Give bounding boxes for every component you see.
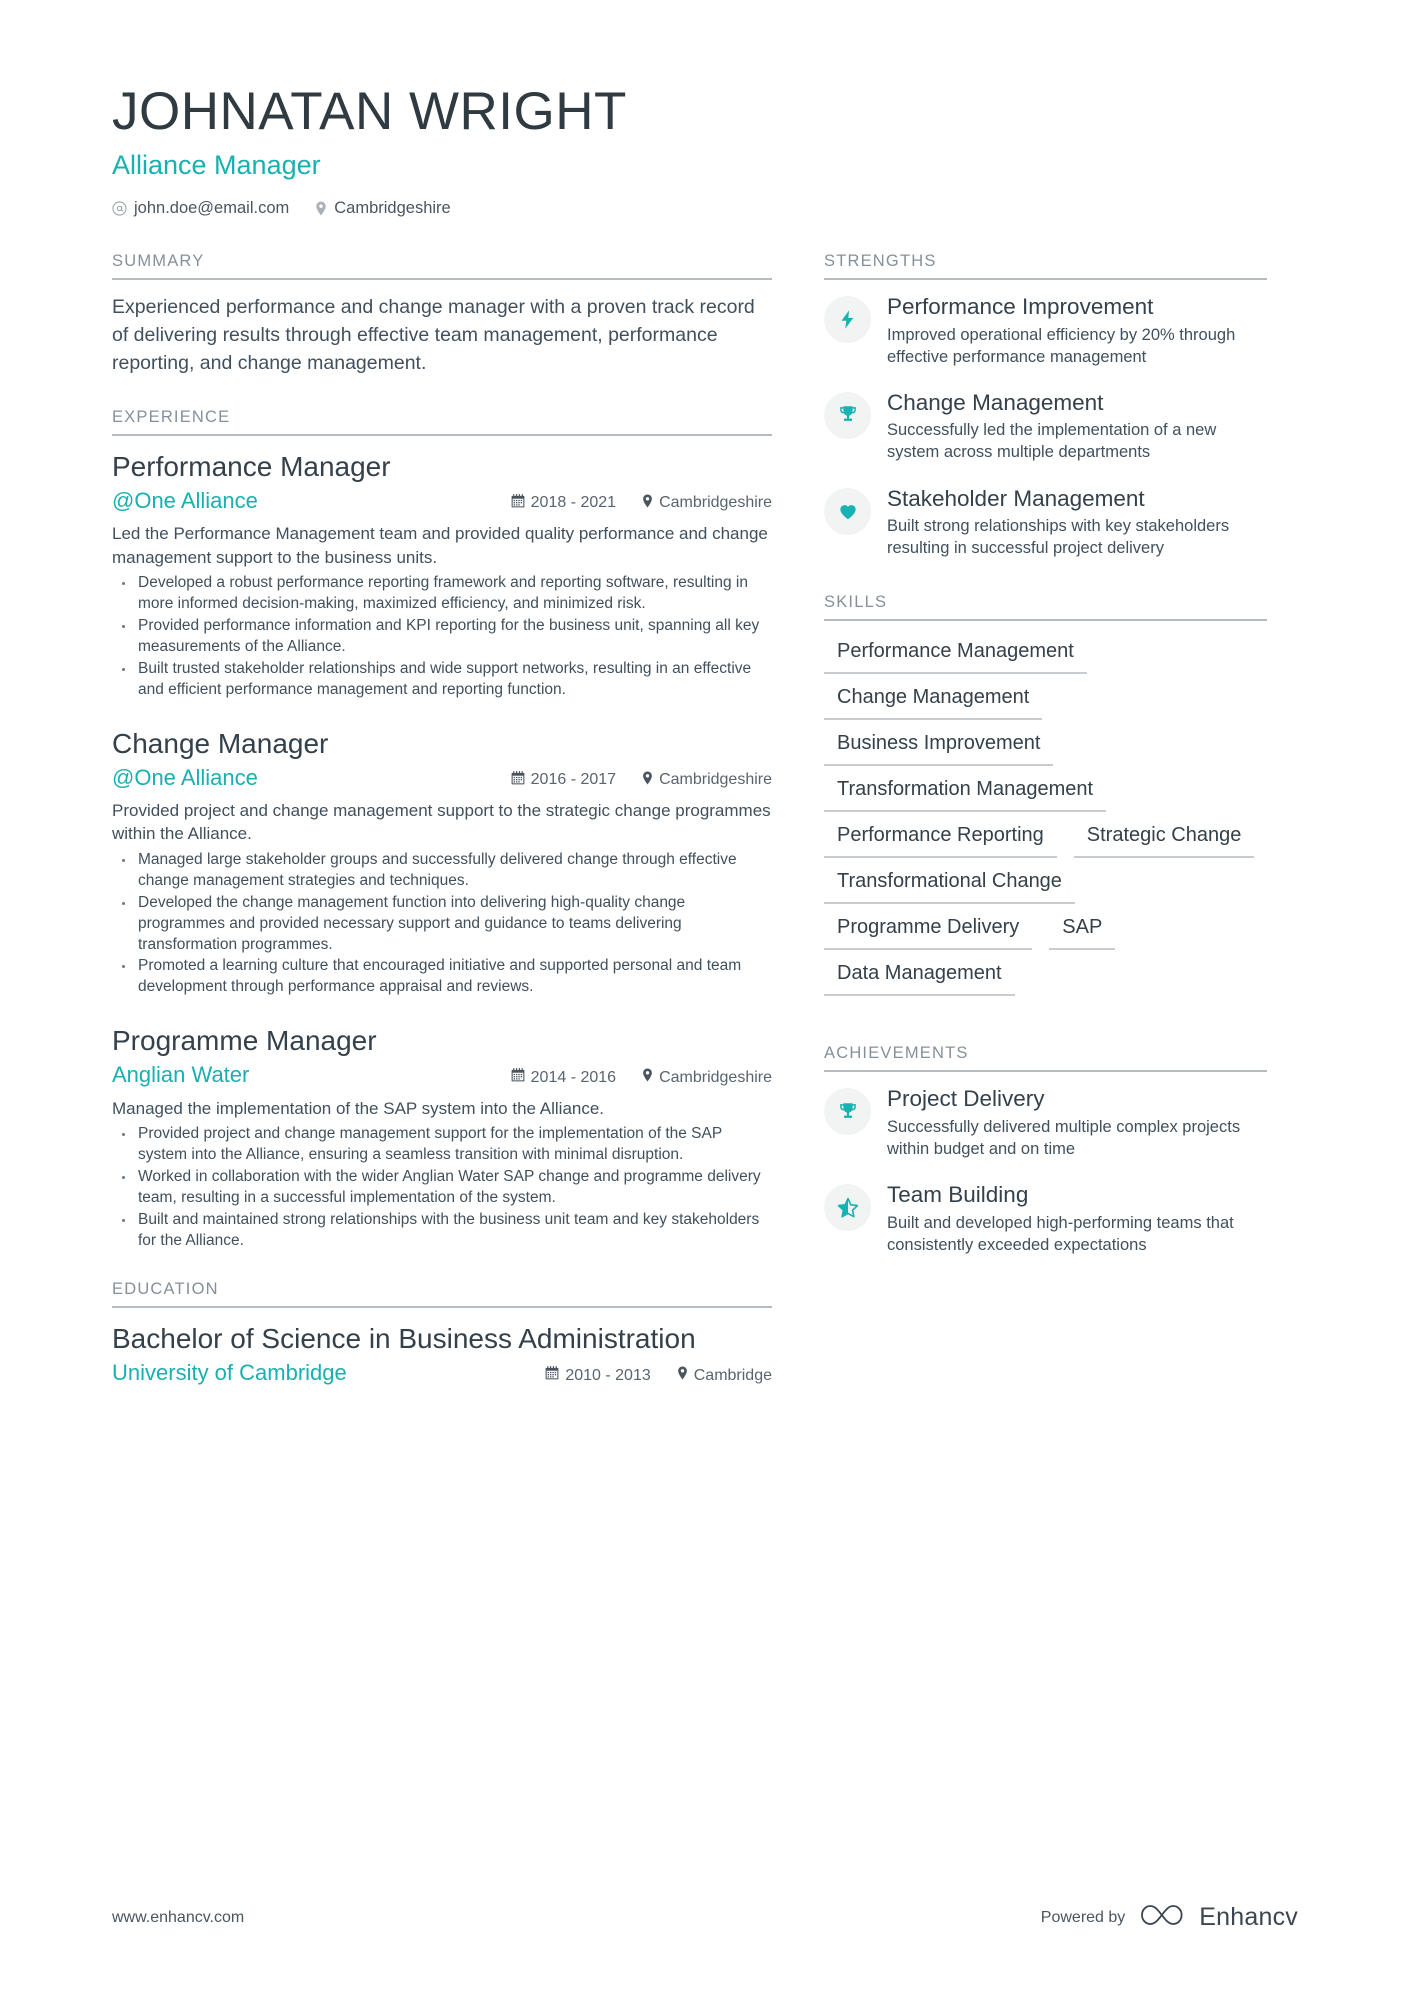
achievement-title: Project Delivery — [887, 1086, 1045, 1112]
experience-dates — [511, 494, 616, 513]
achievement-item — [824, 1182, 1267, 1256]
experience-dates — [511, 771, 616, 790]
page-title: JOHNATAN WRIGHT — [112, 82, 627, 141]
section-title-strengths: STRENGTHS — [824, 252, 1267, 280]
experience-location — [642, 771, 772, 790]
experience-item — [112, 727, 772, 999]
experience-bullets — [112, 850, 772, 998]
summary-text: Experienced performance and change manager with a proven track record of delivering results through effective team management, performance reporting, and change management. — [112, 296, 755, 374]
experience-meta — [112, 765, 772, 791]
right-column — [824, 252, 1267, 1397]
experience-role: Programme Manager — [112, 1025, 377, 1057]
education-dates — [545, 1366, 650, 1385]
contact-location-text: Cambridgeshire — [334, 199, 451, 218]
skill-chip[interactable]: Business Improvement — [824, 727, 1053, 766]
section-title-education: EDUCATION — [112, 1280, 772, 1308]
list-item: Provided project and change management support for the implementation of the SAP system into the Alliance, ensuring a seamless transition with minimal disruption. — [112, 1124, 772, 1166]
footer-brand — [1041, 1902, 1298, 1933]
achievement-description: Built and developed high-performing teams that consistently exceeded expectations — [887, 1213, 1234, 1254]
skill-chip[interactable]: SAP — [1049, 911, 1115, 950]
achievement-body — [887, 1086, 1267, 1160]
footer-url[interactable]: www.enhancv.com — [112, 1908, 245, 1926]
strength-title: Change Management — [887, 389, 1104, 415]
map-pin-icon — [642, 771, 653, 790]
skills-list — [824, 635, 1267, 996]
list-item: Built trusted stakeholder relationships and wide support networks, resulting in an effective and efficient performance management and reporting function. — [112, 659, 772, 701]
strength-title: Performance Improvement — [887, 294, 1154, 320]
calendar-icon — [545, 1366, 559, 1385]
section-experience — [112, 408, 772, 1252]
experience-role: Change Manager — [112, 727, 329, 759]
section-title-achievements: ACHIEVEMENTS — [824, 1044, 1267, 1072]
contact-row — [112, 199, 1298, 218]
experience-item — [112, 1024, 772, 1251]
left-column — [112, 252, 772, 1397]
list-item: Developed the change management function into delivering high-quality change programmes and provided necessary support and guidance to teams delivering transformation programmes. — [112, 893, 772, 956]
experience-description: Managed the implementation of the SAP system into the Alliance. — [112, 1098, 605, 1118]
experience-bullets — [112, 573, 772, 701]
experience-description: Led the Performance Management team and provided quality performance and change management support to the business units. — [112, 524, 768, 567]
resume-footer — [112, 1902, 1298, 1933]
section-strengths — [824, 252, 1267, 559]
skill-chip[interactable]: Transformational Change — [824, 865, 1075, 904]
list-item: Provided performance information and KPI reporting for the business unit, spanning all key measurements of the Alliance. — [112, 616, 772, 658]
experience-location — [642, 494, 772, 513]
skill-chip[interactable]: Transformation Management — [824, 773, 1106, 812]
strength-description: Built strong relationships with key stakeholders resulting in successful project delivery — [887, 517, 1230, 558]
skill-chip[interactable]: Change Management — [824, 681, 1042, 720]
calendar-icon — [511, 771, 525, 790]
experience-meta — [112, 488, 772, 514]
powered-by-label: Powered by — [1040, 1908, 1126, 1926]
strength-item — [824, 390, 1267, 464]
experience-dates — [511, 1068, 616, 1087]
strength-description: Improved operational efficiency by 20% through effective performance management — [887, 325, 1236, 366]
resume-body — [112, 252, 1298, 1397]
strength-body — [887, 486, 1267, 560]
experience-company[interactable]: Anglian Water — [112, 1062, 250, 1088]
contact-email[interactable] — [112, 199, 289, 218]
skill-chip[interactable]: Programme Delivery — [824, 911, 1032, 950]
experience-bullets — [112, 1124, 772, 1252]
achievement-item — [824, 1086, 1267, 1160]
skill-chip[interactable]: Performance Management — [824, 635, 1087, 674]
list-item: Developed a robust performance reporting framework and reporting software, resulting in more informed decision-making, maximized efficiency, and minimized risk. — [112, 573, 772, 615]
skill-chip[interactable]: Data Management — [824, 957, 1015, 996]
section-title-skills: SKILLS — [824, 593, 1267, 621]
education-dates-text: 2010 - 2013 — [565, 1366, 651, 1384]
calendar-icon — [511, 494, 525, 513]
experience-dates-text: 2018 - 2021 — [530, 494, 617, 512]
experience-role: Performance Manager — [112, 450, 391, 482]
list-item: Built and maintained strong relationships with the business unit team and key stakeholders for the Alliance. — [112, 1210, 772, 1252]
strength-title: Stakeholder Management — [887, 485, 1145, 511]
section-summary — [112, 252, 772, 378]
enhancv-logo-icon — [1139, 1902, 1185, 1933]
experience-dates-text: 2016 - 2017 — [530, 771, 617, 789]
map-pin-icon — [642, 1068, 653, 1087]
education-school[interactable]: University of Cambridge — [112, 1360, 347, 1386]
experience-company[interactable]: @One Alliance — [112, 487, 258, 513]
experience-company[interactable]: @One Alliance — [112, 764, 258, 790]
education-location — [677, 1366, 772, 1385]
map-pin-icon — [677, 1366, 688, 1385]
calendar-icon — [511, 1068, 525, 1087]
trophy-icon — [824, 1088, 871, 1135]
list-item: Managed large stakeholder groups and successfully delivered change through effective change management strategies and techniques. — [112, 850, 772, 892]
education-degree: Bachelor of Science in Business Administration — [112, 1322, 696, 1354]
strength-body — [887, 294, 1267, 368]
map-pin-icon — [642, 494, 653, 513]
strength-item — [824, 486, 1267, 560]
resume-header — [112, 0, 1298, 218]
achievement-body — [887, 1182, 1267, 1256]
section-achievements — [824, 1044, 1267, 1256]
strength-item — [824, 294, 1267, 368]
strength-description: Successfully led the implementation of a new system across multiple departments — [887, 421, 1217, 462]
education-meta — [112, 1360, 772, 1386]
at-sign-icon — [112, 201, 127, 216]
star-half-icon — [824, 1184, 871, 1231]
experience-meta — [112, 1062, 772, 1088]
experience-location-text: Cambridgeshire — [659, 1068, 772, 1086]
list-item: Worked in collaboration with the wider Anglian Water SAP change and programme delivery team, resulting in a successful implementation of the system. — [112, 1167, 772, 1209]
map-pin-icon — [315, 201, 327, 216]
experience-dates-text: 2014 - 2016 — [530, 1068, 617, 1086]
contact-location — [315, 199, 450, 218]
lightning-bolt-icon — [824, 296, 871, 343]
skill-chip[interactable]: Performance Reporting — [824, 819, 1057, 858]
experience-location-text: Cambridgeshire — [659, 494, 772, 512]
experience-location-text: Cambridgeshire — [659, 771, 772, 789]
experience-location — [642, 1068, 772, 1087]
section-skills — [824, 593, 1267, 996]
contact-email-text: john.doe@email.com — [134, 199, 290, 218]
skill-chip[interactable]: Strategic Change — [1074, 819, 1255, 858]
education-item — [112, 1322, 772, 1387]
strength-body — [887, 390, 1267, 464]
trophy-icon — [824, 392, 871, 439]
section-education — [112, 1280, 772, 1387]
achievement-description: Successfully delivered multiple complex projects within budget and on time — [887, 1117, 1241, 1158]
heart-icon — [824, 488, 871, 535]
section-title-summary: SUMMARY — [112, 252, 772, 280]
section-title-experience: EXPERIENCE — [112, 408, 772, 436]
experience-description: Provided project and change management support to the strategic change programmes within the Alliance. — [112, 800, 771, 844]
list-item: Promoted a learning culture that encouraged initiative and supported personal and team development through performance appraisal and reviews. — [112, 956, 772, 998]
job-title: Alliance Manager — [112, 149, 321, 180]
achievement-title: Team Building — [887, 1182, 1029, 1208]
experience-item — [112, 450, 772, 701]
brand-name: Enhancv — [1199, 1903, 1298, 1931]
education-location-text: Cambridge — [693, 1366, 772, 1384]
